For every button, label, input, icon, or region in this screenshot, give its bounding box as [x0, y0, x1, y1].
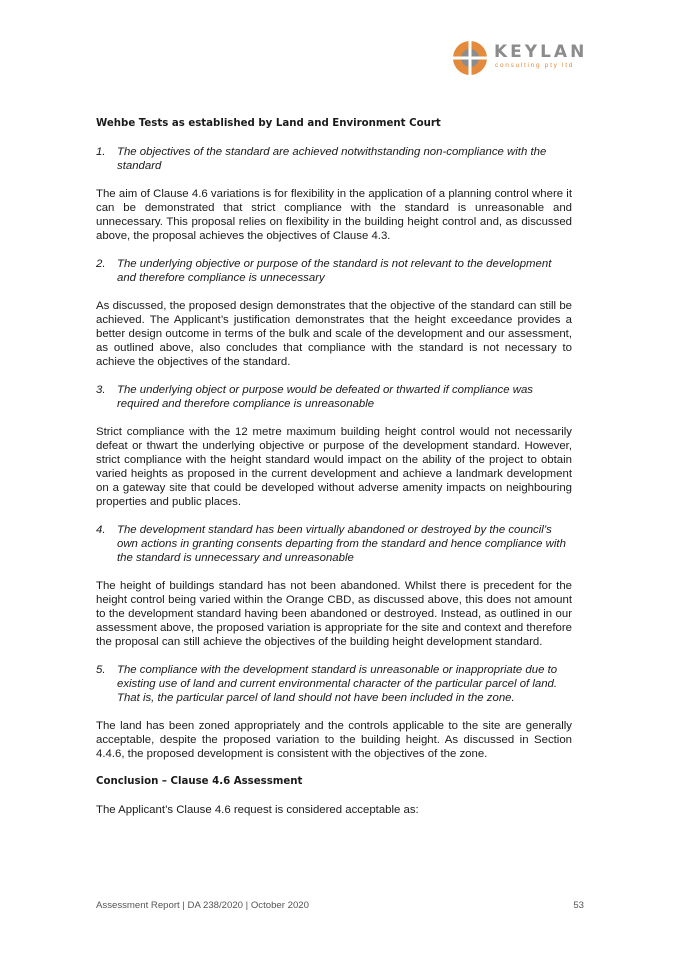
- test-item-1: [96, 145, 572, 173]
- test-response: The height of buildings standard has not been abandoned. Whilst there is precedent for the height control being varied within the Orange CBD, as discussed above, this does not amount to the development standard having been abandoned or destroyed. Instead, as outlined in our assessment above, the proposed variation is appropriate for the site and context and therefore the proposal can still achieve the objectives of the building height development standard.: [96, 580, 572, 648]
- test-question: The development standard has been virtually abandoned or destroyed by the council’s own actions in granting consents departing from the standard and hence compliance with the standard is unnecessary and unreasonable: [117, 524, 566, 564]
- test-response: The land has been zoned appropriately and the controls applicable to the site are generally acceptable, despite the proposed variation to the building height. As discussed in Section 4.4.6, the proposed development is consistent with the objectives of the zone.: [96, 720, 572, 760]
- test-item-3: [96, 383, 572, 411]
- document-body: [96, 117, 572, 831]
- section-heading: Wehbe Tests as established by Land and Environment Court: [96, 118, 441, 129]
- test-question: The objectives of the standard are achieved notwithstanding non-compliance with the standard: [117, 146, 547, 172]
- test-item-2: [96, 257, 572, 285]
- test-number: 4.: [96, 524, 106, 536]
- test-response: As discussed, the proposed design demonstrates that the objective of the standard can still be achieved. The Applicant’s justification demonstrates that the height exceedance provides a better design outcome in terms of the bulk and scale of the development and our assessment, as outlined above, also concludes that compliance with the standard is not necessary to achieve the objectives of the standard.: [96, 300, 572, 368]
- test-number: 1.: [96, 146, 106, 158]
- test-question: The underlying object or purpose would be defeated or thwarted if compliance was required and therefore compliance is unreasonable: [117, 384, 534, 410]
- test-number: 3.: [96, 384, 106, 396]
- page-number: 53: [573, 900, 584, 911]
- test-number: 2.: [96, 258, 106, 270]
- test-number: 5.: [96, 664, 106, 676]
- test-response: The aim of Clause 4.6 variations is for flexibility in the application of a planning control where it can be demonstrated that strict compliance with the standard is unreasonable and unnecessary. This proposal relies on flexibility in the building height control and, as discussed above, the proposal achieves the objectives of Clause 4.3.: [96, 188, 572, 242]
- test-response: Strict compliance with the 12 metre maximum building height control would not necessarily defeat or thwart the underlying objective or purpose of the development standard. However, strict compliance with the height standard would impact on the ability of the project to obtain varied heights as proposed in the current development and achieve a landmark development on a gateway site that could be developed without adverse amenity impacts on neighbouring properties and public places.: [96, 426, 572, 508]
- test-question: The underlying objective or purpose of the standard is not relevant to the development and therefore compliance is unnecessary: [117, 258, 552, 284]
- logo-name: KEYLAN: [494, 42, 588, 62]
- footer-report-info: Assessment Report | DA 238/2020 | October 2020: [96, 900, 309, 911]
- conclusion-heading: Conclusion – Clause 4.6 Assessment: [96, 776, 303, 787]
- test-item-4: [96, 523, 572, 565]
- company-logo: [452, 40, 602, 76]
- test-item-5: [96, 663, 572, 705]
- conclusion-text: The Applicant’s Clause 4.6 request is considered acceptable as:: [96, 804, 419, 816]
- logo-tagline: consulting pty ltd: [495, 62, 575, 69]
- test-question: The compliance with the development standard is unreasonable or inappropriate due to existing use of land and current environmental character of the particular parcel of land. That is, the particular parcel of land should not have been included in the zone.: [117, 664, 558, 704]
- logo-mark-icon: [452, 40, 488, 76]
